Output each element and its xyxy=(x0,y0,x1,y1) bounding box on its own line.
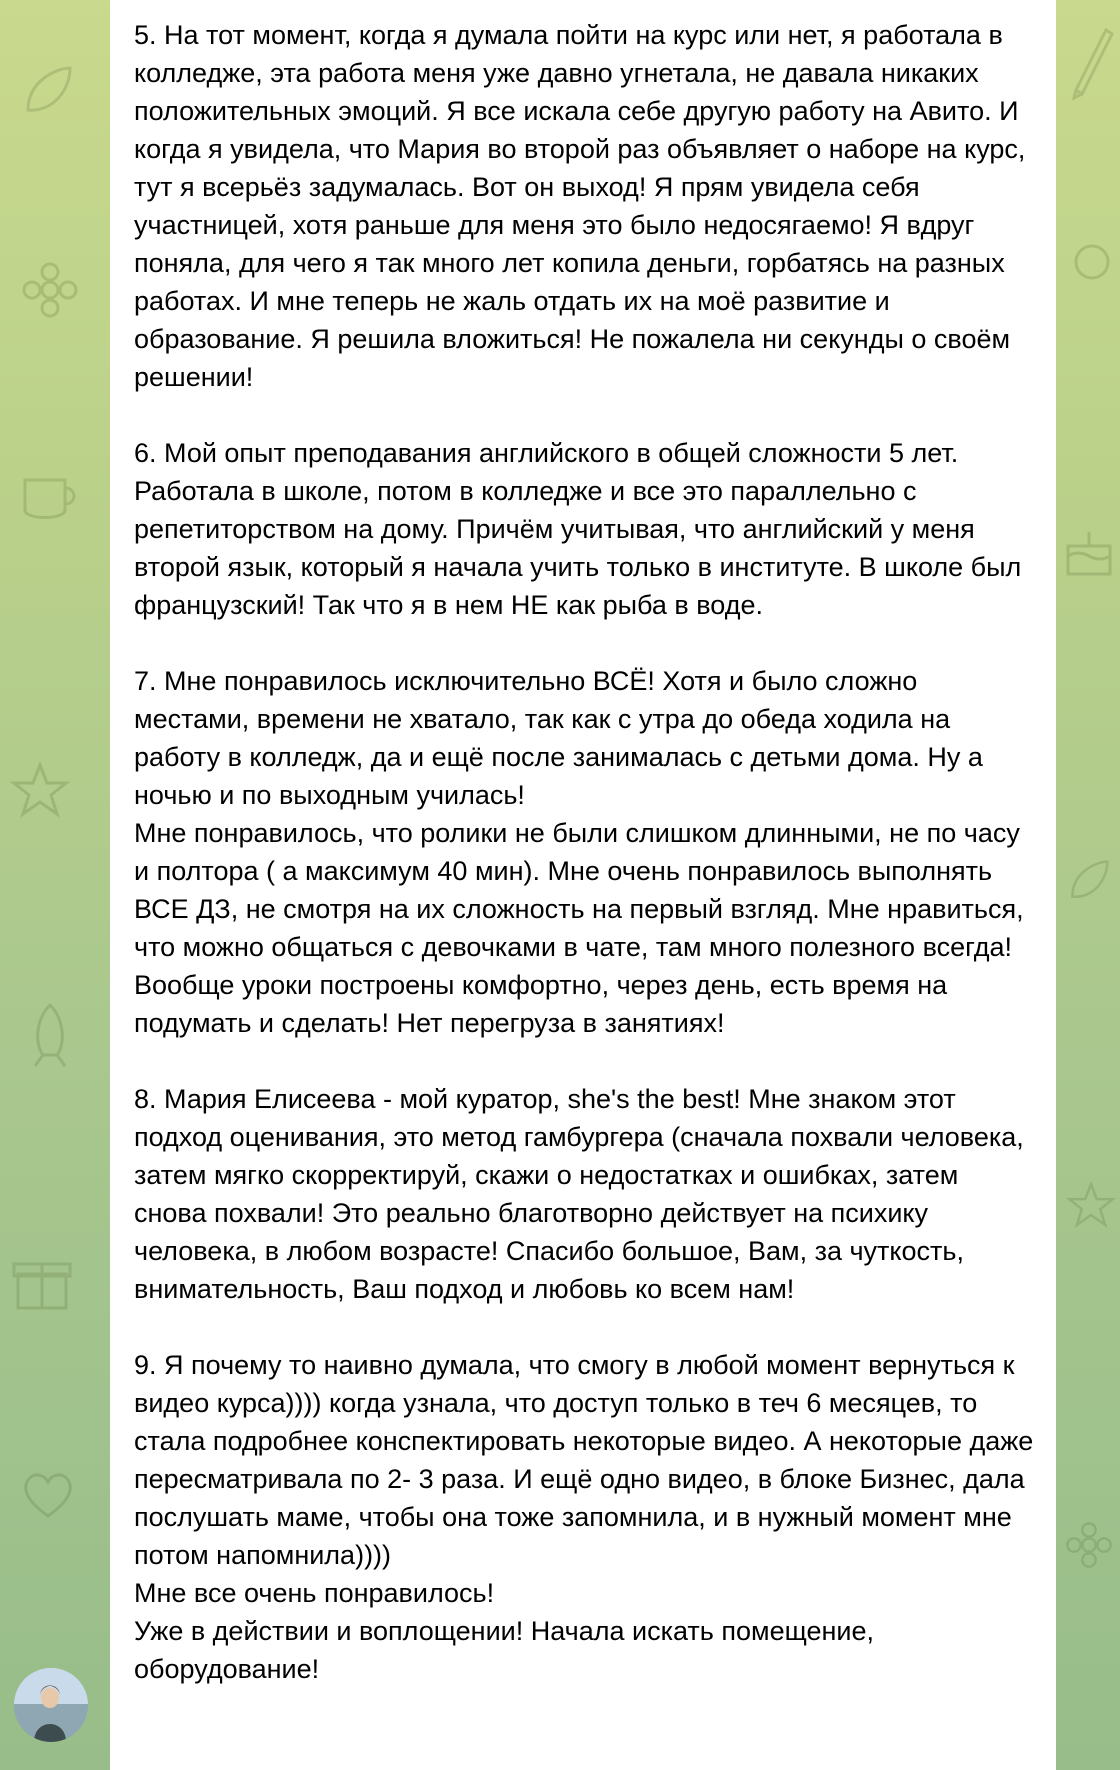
message-paragraph: 8. Мария Елисеева - мой куратор, she's the best! Мне знаком этот подход оценивания, это метод гамбургера (сначала похвали человека, затем мягко скорректируй, скажи о недостатках и ошибках, затем снова похвали! Это реально благотворно действует на психику человека, в любом возрасте! Спасибо большое, Вам, за чуткость, внимательность, Ваш подход и любовь ко всем нам! xyxy=(134,1084,1024,1304)
pencil-icon xyxy=(1066,20,1116,100)
avatar[interactable] xyxy=(14,1668,88,1742)
flower-icon xyxy=(20,260,80,320)
rocket-icon xyxy=(25,1000,75,1070)
cup-icon xyxy=(15,470,85,530)
circle-icon xyxy=(1070,240,1114,284)
heart-icon xyxy=(20,1470,76,1520)
leaf-icon xyxy=(18,60,78,120)
message-paragraph: 7. Мне понравилось исключительно ВСЁ! Хотя и было сложно местами, времени не хватало, так как с утра до обеда ходила на работу в колледж, да и ещё после занималась с детьми дома. Ну а ночью и по выходным училась! Мне понравилось, что ролики не были слишком длинными, не по часу и полтора ( а максимум 40 мин). Мне очень понравилось выполнять ВСЕ ДЗ, не смотря на их сложность на первый взгляд. Мне нравиться, что можно общаться с девочками в чате, там много полезного всегда! Вообще уроки построены комфортно, через день, есть время на подумать и сделать! Нет перегруза в занятиях! xyxy=(134,666,1024,1038)
cake-icon xyxy=(1062,520,1116,580)
message-text[interactable] xyxy=(134,16,1034,1688)
star-icon xyxy=(1066,1180,1116,1230)
message-paragraph: 6. Мой опыт преподавания английского в общей сложности 5 лет. Работала в школе, потом в колледже и все это параллельно с репетиторством на дому. Причём учитывая, что английский у меня второй язык, который я начала учить только в институте. В школе был французский! Так что я в нем НЕ как рыба в воде. xyxy=(134,438,1022,620)
person-photo-icon xyxy=(14,1668,88,1742)
message-paragraph: 5. На тот момент, когда я думала пойти на курс или нет, я работала в колледже, эта работа меня уже давно угнетала, не давала никаких положительных эмоций. Я все искала себе другую работу на Авито. И когда я увидела, что Мария во второй раз объявляет о наборе на курс, тут я всерьёз задумалась. Вот он выход! Я прям увидела себя участницей, хотя раньше для меня это было недосягаемо! Я вдруг поняла, для чего я так много лет копила деньги, горбатясь на разных работах. И мне теперь не жаль отдать их на моё развитие и образование. Я решила вложиться! Не пожалела ни секунды о своём решении! xyxy=(134,20,1026,392)
star-icon xyxy=(10,760,70,820)
message-paragraph: 9. Я почему то наивно думала, что смогу в любой момент вернуться к видео курса)))) когда узнала, что доступ только в теч 6 месяцев, то стала подробнее конспектировать некоторые видео. А некоторые даже пересматривала по 2- 3 раза. И ещё одно видео, в блоке Бизнес, дала послушать маме, чтобы она тоже запомнила, и в нужный момент мне потом напомнила)))) Мне все очень понравилось! Уже в действии и воплощении! Начала искать помещение, оборудование! xyxy=(134,1350,1034,1684)
gift-icon xyxy=(10,1250,74,1314)
flower-icon xyxy=(1064,1520,1114,1570)
leaf-icon xyxy=(1064,850,1114,910)
message-bubble[interactable] xyxy=(110,0,1056,1770)
